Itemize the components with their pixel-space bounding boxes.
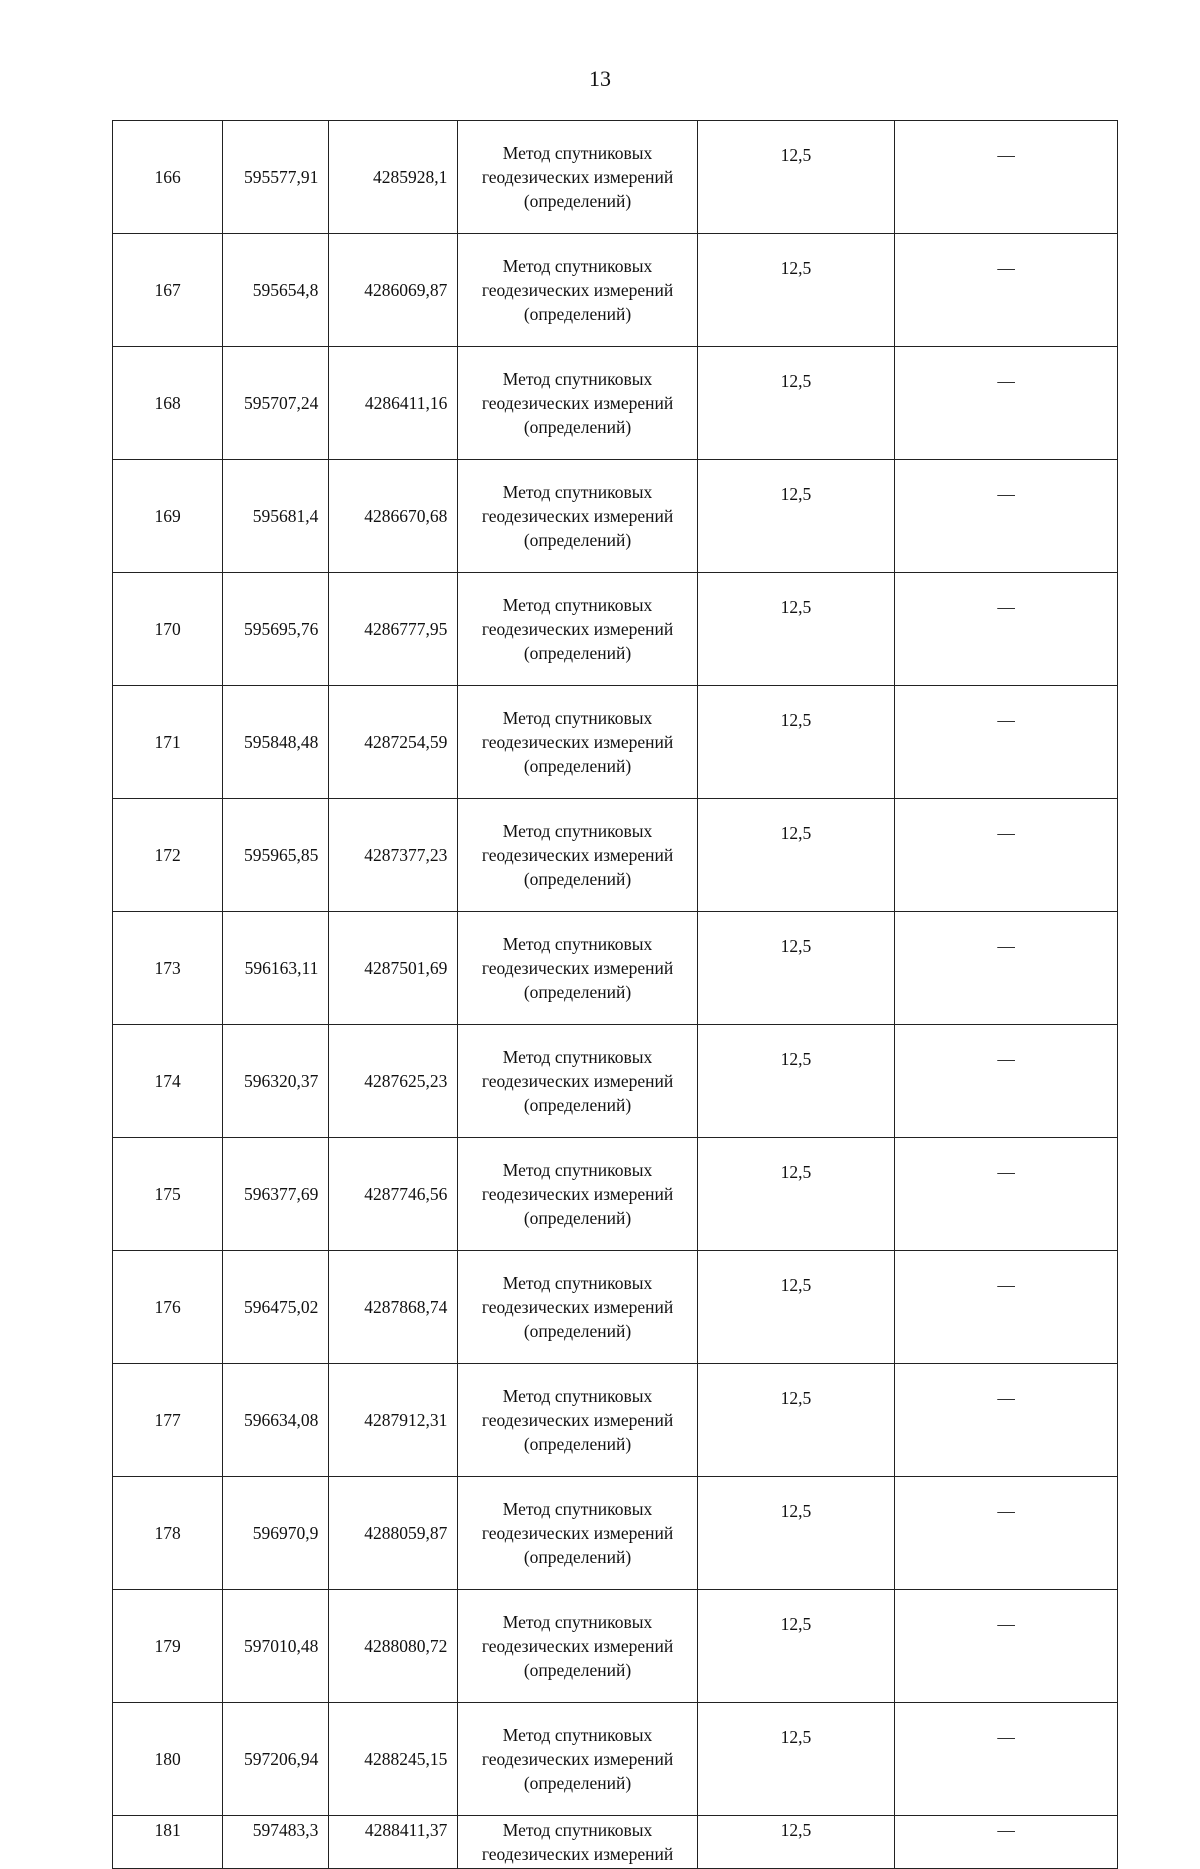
- point-number-cell: 174: [113, 1025, 223, 1138]
- x-coordinate-cell: 596320,37: [223, 1025, 329, 1138]
- point-number-cell: 169: [113, 460, 223, 573]
- accuracy-cell: 12,5: [697, 1816, 895, 1869]
- x-coordinate-cell: 595681,4: [223, 460, 329, 573]
- table-body: [113, 121, 1118, 1869]
- description-cell: [895, 234, 1118, 347]
- method-line: (определений): [523, 1095, 632, 1115]
- method-line: геодезических измерений: [481, 1844, 674, 1864]
- x-coordinate-cell: 596475,02: [223, 1251, 329, 1364]
- description-cell: [895, 1251, 1118, 1364]
- table-row: [113, 1590, 1118, 1703]
- accuracy-cell: 12,5: [697, 1138, 895, 1251]
- accuracy-cell: 12,5: [697, 1025, 895, 1138]
- method-line: геодезических измерений: [481, 619, 674, 639]
- y-coordinate-cell: 4288080,72: [329, 1590, 458, 1703]
- dash-mark: —: [997, 1820, 1015, 1840]
- y-coordinate-cell: 4286777,95: [329, 573, 458, 686]
- description-cell: [895, 1138, 1118, 1251]
- x-coordinate-cell: 596634,08: [223, 1364, 329, 1477]
- description-cell: [895, 1364, 1118, 1477]
- method-line: Метод спутниковых: [502, 1499, 653, 1519]
- method-line: (определений): [523, 643, 632, 663]
- method-line: (определений): [523, 417, 632, 437]
- y-coordinate-cell: 4287912,31: [329, 1364, 458, 1477]
- method-line: Метод спутниковых: [502, 595, 653, 615]
- accuracy-cell: 12,5: [697, 573, 895, 686]
- accuracy-cell: 12,5: [697, 1477, 895, 1590]
- method-line: геодезических измерений: [481, 1184, 674, 1204]
- method-line: Метод спутниковых: [502, 143, 653, 163]
- method-line: геодезических измерений: [481, 280, 674, 300]
- method-cell: [458, 686, 697, 799]
- point-number-cell: 166: [113, 121, 223, 234]
- method-line: (определений): [523, 530, 632, 550]
- x-coordinate-cell: 597206,94: [223, 1703, 329, 1816]
- method-line: Метод спутниковых: [502, 1386, 653, 1406]
- x-coordinate-cell: 595577,91: [223, 121, 329, 234]
- point-number-cell: 181: [113, 1816, 223, 1869]
- description-cell: [895, 1703, 1118, 1816]
- dash-mark: —: [997, 1275, 1015, 1295]
- dash-mark: —: [997, 936, 1015, 956]
- table-row: [113, 121, 1118, 234]
- page-number: 13: [589, 66, 611, 91]
- x-coordinate-cell: 595695,76: [223, 573, 329, 686]
- method-line: геодезических измерений: [481, 1523, 674, 1543]
- dash-mark: —: [997, 1614, 1015, 1634]
- method-line: геодезических измерений: [481, 732, 674, 752]
- method-cell: [458, 121, 697, 234]
- method-line: геодезических измерений: [481, 958, 674, 978]
- method-line: Метод спутниковых: [502, 256, 653, 276]
- x-coordinate-cell: 596163,11: [223, 912, 329, 1025]
- table-row: [113, 912, 1118, 1025]
- x-coordinate-cell: 596377,69: [223, 1138, 329, 1251]
- method-cell: [458, 1138, 697, 1251]
- method-line: Метод спутниковых: [502, 934, 653, 954]
- accuracy-cell: 12,5: [697, 1364, 895, 1477]
- y-coordinate-cell: 4287746,56: [329, 1138, 458, 1251]
- description-cell: [895, 686, 1118, 799]
- accuracy-cell: 12,5: [697, 460, 895, 573]
- method-cell: [458, 234, 697, 347]
- method-line: геодезических измерений: [481, 1071, 674, 1091]
- point-number-cell: 167: [113, 234, 223, 347]
- y-coordinate-cell: 4287868,74: [329, 1251, 458, 1364]
- method-line: Метод спутниковых: [502, 821, 653, 841]
- dash-mark: —: [997, 1727, 1015, 1747]
- x-coordinate-cell: 595654,8: [223, 234, 329, 347]
- point-number-cell: 180: [113, 1703, 223, 1816]
- method-line: Метод спутниковых: [502, 1820, 653, 1840]
- description-cell: [895, 1477, 1118, 1590]
- accuracy-cell: 12,5: [697, 1251, 895, 1364]
- method-cell: [458, 1477, 697, 1590]
- description-cell: [895, 1590, 1118, 1703]
- description-cell: [895, 347, 1118, 460]
- method-cell: [458, 1364, 697, 1477]
- table-row: [113, 573, 1118, 686]
- accuracy-cell: 12,5: [697, 686, 895, 799]
- description-cell: [895, 573, 1118, 686]
- table-row: [113, 1477, 1118, 1590]
- point-number-cell: 176: [113, 1251, 223, 1364]
- method-line: Метод спутниковых: [502, 1047, 653, 1067]
- method-cell: [458, 1025, 697, 1138]
- dash-mark: —: [997, 484, 1015, 504]
- method-line: (определений): [523, 756, 632, 776]
- y-coordinate-cell: 4286069,87: [329, 234, 458, 347]
- method-line: Метод спутниковых: [502, 1725, 653, 1745]
- method-line: геодезических измерений: [481, 1636, 674, 1656]
- point-number-cell: 179: [113, 1590, 223, 1703]
- x-coordinate-cell: 597483,3: [223, 1816, 329, 1869]
- table-row: [113, 1703, 1118, 1816]
- dash-mark: —: [997, 145, 1015, 165]
- table-row: [113, 1251, 1118, 1364]
- method-line: (определений): [523, 1321, 632, 1341]
- method-line: геодезических измерений: [481, 1297, 674, 1317]
- dash-mark: —: [997, 823, 1015, 843]
- method-line: Метод спутниковых: [502, 369, 653, 389]
- method-line: (определений): [523, 191, 632, 211]
- y-coordinate-cell: 4287254,59: [329, 686, 458, 799]
- accuracy-cell: 12,5: [697, 347, 895, 460]
- point-number-cell: 170: [113, 573, 223, 686]
- point-number-cell: 172: [113, 799, 223, 912]
- description-cell: [895, 912, 1118, 1025]
- dash-mark: —: [997, 710, 1015, 730]
- method-line: (определений): [523, 1434, 632, 1454]
- method-line: геодезических измерений: [481, 845, 674, 865]
- x-coordinate-cell: 597010,48: [223, 1590, 329, 1703]
- method-line: (определений): [523, 982, 632, 1002]
- y-coordinate-cell: 4288059,87: [329, 1477, 458, 1590]
- dash-mark: —: [997, 1388, 1015, 1408]
- method-line: геодезических измерений: [481, 1410, 674, 1430]
- method-line: (определений): [523, 1773, 632, 1793]
- point-number-cell: 173: [113, 912, 223, 1025]
- method-cell: [458, 1816, 697, 1869]
- table-row: [113, 347, 1118, 460]
- method-cell: [458, 912, 697, 1025]
- table-row: [113, 799, 1118, 912]
- method-line: Метод спутниковых: [502, 1273, 653, 1293]
- y-coordinate-cell: 4286670,68: [329, 460, 458, 573]
- method-line: Метод спутниковых: [502, 1160, 653, 1180]
- table-row: [113, 686, 1118, 799]
- table-row: [113, 1364, 1118, 1477]
- method-line: (определений): [523, 1208, 632, 1228]
- method-line: геодезических измерений: [481, 393, 674, 413]
- description-cell: [895, 460, 1118, 573]
- x-coordinate-cell: 596970,9: [223, 1477, 329, 1590]
- accuracy-cell: 12,5: [697, 234, 895, 347]
- method-cell: [458, 1703, 697, 1816]
- table-row: [113, 1138, 1118, 1251]
- x-coordinate-cell: 595965,85: [223, 799, 329, 912]
- point-number-cell: 177: [113, 1364, 223, 1477]
- dash-mark: —: [997, 1049, 1015, 1069]
- dash-mark: —: [997, 597, 1015, 617]
- accuracy-cell: 12,5: [697, 1590, 895, 1703]
- method-line: Метод спутниковых: [502, 708, 653, 728]
- method-cell: [458, 1590, 697, 1703]
- accuracy-cell: 12,5: [697, 912, 895, 1025]
- method-cell: [458, 460, 697, 573]
- method-line: (определений): [523, 304, 632, 324]
- method-line: (определений): [523, 1547, 632, 1567]
- description-cell: [895, 1025, 1118, 1138]
- accuracy-cell: 12,5: [697, 121, 895, 234]
- y-coordinate-cell: 4288245,15: [329, 1703, 458, 1816]
- x-coordinate-cell: 595848,48: [223, 686, 329, 799]
- point-number-cell: 175: [113, 1138, 223, 1251]
- description-cell: [895, 1816, 1118, 1869]
- method-line: Метод спутниковых: [502, 482, 653, 502]
- method-cell: [458, 347, 697, 460]
- y-coordinate-cell: 4288411,37: [329, 1816, 458, 1869]
- y-coordinate-cell: 4287377,23: [329, 799, 458, 912]
- y-coordinate-cell: 4287625,23: [329, 1025, 458, 1138]
- method-cell: [458, 573, 697, 686]
- point-number-cell: 178: [113, 1477, 223, 1590]
- accuracy-cell: 12,5: [697, 799, 895, 912]
- method-line: Метод спутниковых: [502, 1612, 653, 1632]
- description-cell: [895, 799, 1118, 912]
- y-coordinate-cell: 4286411,16: [329, 347, 458, 460]
- table-row: [113, 1816, 1118, 1869]
- description-cell: [895, 121, 1118, 234]
- method-line: геодезических измерений: [481, 167, 674, 187]
- table-row: [113, 460, 1118, 573]
- dash-mark: —: [997, 371, 1015, 391]
- dash-mark: —: [997, 1162, 1015, 1182]
- accuracy-cell: 12,5: [697, 1703, 895, 1816]
- y-coordinate-cell: 4285928,1: [329, 121, 458, 234]
- method-cell: [458, 799, 697, 912]
- x-coordinate-cell: 595707,24: [223, 347, 329, 460]
- table-row: [113, 234, 1118, 347]
- method-line: геодезических измерений: [481, 506, 674, 526]
- y-coordinate-cell: 4287501,69: [329, 912, 458, 1025]
- method-line: геодезических измерений: [481, 1749, 674, 1769]
- method-line: (определений): [523, 1660, 632, 1680]
- dash-mark: —: [997, 1501, 1015, 1521]
- dash-mark: —: [997, 258, 1015, 278]
- point-number-cell: 168: [113, 347, 223, 460]
- method-cell: [458, 1251, 697, 1364]
- table-row: [113, 1025, 1118, 1138]
- coordinates-table: [112, 120, 1118, 1869]
- point-number-cell: 171: [113, 686, 223, 799]
- method-line: (определений): [523, 869, 632, 889]
